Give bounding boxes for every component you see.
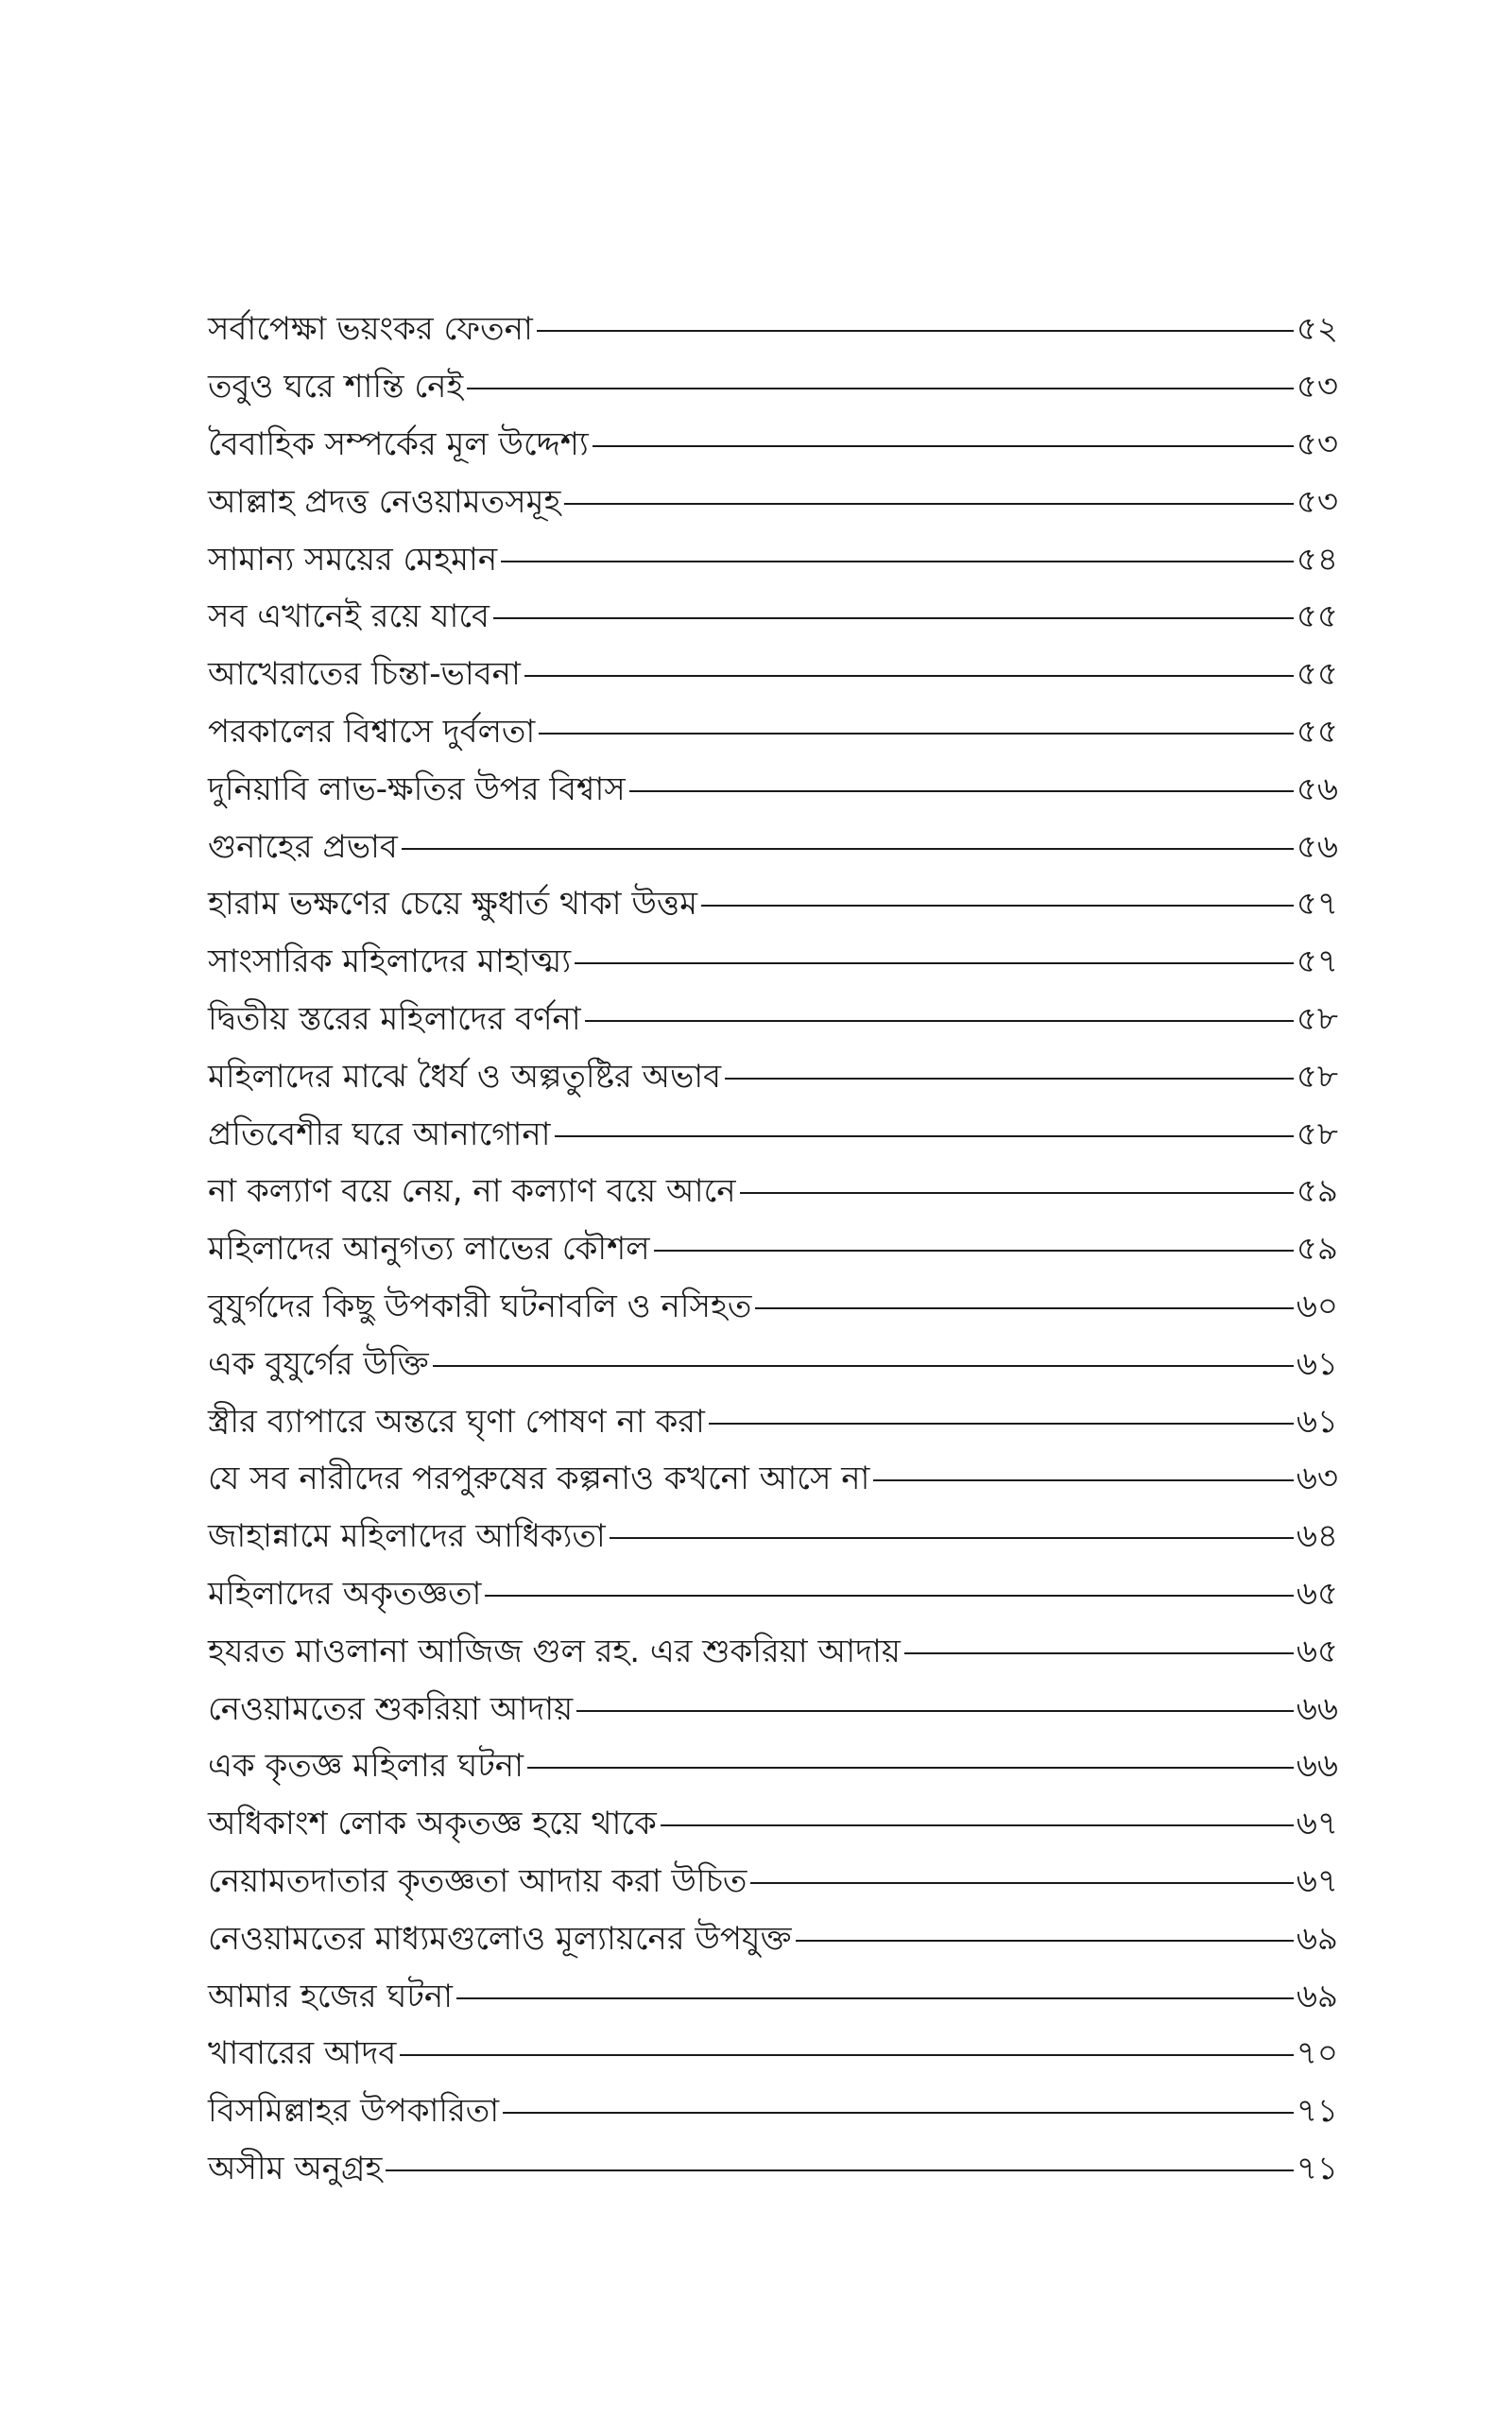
toc-leader-line bbox=[400, 2054, 1293, 2056]
toc-entry[interactable] bbox=[208, 1795, 1338, 1853]
toc-entry-page: ৬৫ bbox=[1296, 1574, 1338, 1613]
toc-entry-page: ৫৪ bbox=[1296, 540, 1338, 579]
toc-entry[interactable] bbox=[208, 991, 1338, 1048]
toc-entry[interactable] bbox=[208, 1220, 1338, 1278]
toc-leader-line bbox=[402, 848, 1294, 850]
toc-entry-title: এক বুযুর্গের উক্তি bbox=[208, 1344, 429, 1383]
toc-leader-line bbox=[904, 1652, 1294, 1654]
toc-leader-line bbox=[654, 1250, 1294, 1252]
table-of-contents bbox=[208, 301, 1338, 2197]
toc-entry[interactable] bbox=[208, 1392, 1338, 1450]
toc-entry-title: নেয়ামতদাতার কৃতজ্ঞতা আদায় করা উচিত bbox=[208, 1861, 747, 1900]
toc-entry[interactable] bbox=[208, 473, 1338, 530]
toc-entry-title: তবুও ঘরে শান্তি নেই bbox=[208, 368, 464, 406]
toc-entry[interactable] bbox=[208, 818, 1338, 875]
toc-entry-page: ৭১ bbox=[1296, 2149, 1338, 2187]
toc-entry-page: ৫৩ bbox=[1296, 368, 1338, 406]
toc-entry-title: নেওয়ামতের শুকরিয়া আদায় bbox=[208, 1689, 574, 1728]
toc-entry-title: স্ত্রীর ব্যাপারে অন্তরে ঘৃণা পোষণ না করা bbox=[208, 1402, 705, 1441]
toc-leader-line bbox=[537, 330, 1294, 332]
toc-entry-page: ৬৬ bbox=[1296, 1747, 1338, 1786]
toc-leader-line bbox=[386, 2169, 1293, 2171]
toc-entry-title: মহিলাদের অকৃতজ্ঞতা bbox=[208, 1574, 482, 1613]
toc-entry[interactable] bbox=[208, 1910, 1338, 1967]
toc-entry-title: দ্বিতীয় স্তরের মহিলাদের বর্ণনা bbox=[208, 999, 581, 1038]
toc-entry-title: বুযুর্গদের কিছু উপকারী ঘটনাবলি ও নসিহত bbox=[208, 1287, 752, 1325]
toc-entry-page: ৭০ bbox=[1296, 2034, 1338, 2073]
toc-entry-page: ৫৯ bbox=[1296, 1172, 1338, 1211]
toc-entry-page: ৬৩ bbox=[1296, 1460, 1338, 1498]
toc-entry-page: ৫৭ bbox=[1296, 942, 1338, 981]
toc-entry[interactable] bbox=[208, 358, 1338, 416]
toc-entry-title: নেওয়ামতের মাধ্যমগুলোও মূল্যায়নের উপযুক্ত bbox=[208, 1919, 792, 1958]
toc-entry-page: ৫৫ bbox=[1296, 597, 1338, 636]
toc-leader-line bbox=[493, 617, 1294, 619]
toc-entry-page: ৬৯ bbox=[1296, 1977, 1338, 2015]
toc-leader-line bbox=[755, 1307, 1293, 1309]
toc-entry[interactable] bbox=[208, 875, 1338, 933]
toc-entry-title: যে সব নারীদের পরপুরুষের কল্পনাও কখনো আসে না bbox=[208, 1460, 870, 1498]
toc-entry-title: আমার হজের ঘটনা bbox=[208, 1977, 454, 2015]
toc-entry-title: সব এখানেই রয়ে যাবে bbox=[208, 597, 490, 636]
toc-entry-page: ৫৯ bbox=[1296, 1230, 1338, 1269]
toc-entry[interactable] bbox=[208, 1047, 1338, 1105]
toc-entry-page: ৫৬ bbox=[1296, 827, 1338, 866]
toc-entry[interactable] bbox=[208, 1105, 1338, 1163]
toc-entry[interactable] bbox=[208, 1680, 1338, 1737]
toc-leader-line bbox=[433, 1365, 1294, 1367]
toc-entry-title: প্রতিবেশীর ঘরে আনাগোনা bbox=[208, 1115, 551, 1153]
toc-entry[interactable] bbox=[208, 301, 1338, 358]
toc-entry[interactable] bbox=[208, 1163, 1338, 1220]
toc-entry-page: ৬১ bbox=[1296, 1402, 1338, 1441]
toc-entry-title: বিসমিল্লাহর উপকারিতা bbox=[208, 2092, 500, 2131]
toc-entry-title: জাহান্নামে মহিলাদের আধিক্যতা bbox=[208, 1517, 606, 1556]
toc-entry[interactable] bbox=[208, 2140, 1338, 2198]
toc-entry[interactable] bbox=[208, 1737, 1338, 1795]
toc-entry-page: ৬৭ bbox=[1296, 1861, 1338, 1900]
toc-entry[interactable] bbox=[208, 1967, 1338, 2025]
toc-entry-title: এক কৃতজ্ঞ মহিলার ঘটনা bbox=[208, 1747, 524, 1786]
toc-leader-line bbox=[524, 675, 1294, 677]
toc-leader-line bbox=[576, 1710, 1294, 1712]
toc-entry-title: না কল্যাণ বয়ে নেয়, না কল্যাণ বয়ে আনে bbox=[208, 1172, 736, 1211]
toc-leader-line bbox=[555, 1135, 1294, 1137]
toc-entry-title: সর্বাপেক্ষা ভয়ংকর ফেতনা bbox=[208, 310, 533, 349]
toc-leader-line bbox=[796, 1940, 1294, 1942]
toc-entry-page: ৬৬ bbox=[1296, 1689, 1338, 1728]
toc-entry-title: অধিকাংশ লোক অকৃতজ্ঞ হয়ে থাকে bbox=[208, 1805, 657, 1843]
toc-leader-line bbox=[485, 1595, 1293, 1597]
toc-entry[interactable] bbox=[208, 416, 1338, 474]
toc-entry-title: পরকালের বিশ্বাসে দুর্বলতা bbox=[208, 712, 536, 751]
toc-entry-page: ৫৮ bbox=[1296, 999, 1338, 1038]
toc-entry[interactable] bbox=[208, 1278, 1338, 1336]
toc-entry-page: ৫৬ bbox=[1296, 769, 1338, 808]
toc-leader-line bbox=[661, 1824, 1294, 1826]
toc-entry-page: ৫২ bbox=[1296, 310, 1338, 349]
toc-leader-line bbox=[527, 1767, 1294, 1769]
toc-leader-line bbox=[725, 1078, 1294, 1080]
toc-entry-title: হারাম ভক্ষণের চেয়ে ক্ষুধার্ত থাকা উত্তম bbox=[208, 885, 698, 924]
toc-entry[interactable] bbox=[208, 2083, 1338, 2140]
toc-leader-line bbox=[503, 2112, 1294, 2114]
toc-leader-line bbox=[701, 905, 1294, 907]
toc-entry-page: ৬৪ bbox=[1296, 1517, 1338, 1556]
toc-entry-page: ৭১ bbox=[1296, 2092, 1338, 2131]
toc-entry[interactable] bbox=[208, 530, 1338, 588]
toc-leader-line bbox=[575, 962, 1294, 964]
toc-entry[interactable] bbox=[208, 933, 1338, 991]
toc-entry-title: গুনাহের প্রভাব bbox=[208, 827, 398, 866]
toc-leader-line bbox=[539, 733, 1294, 735]
toc-entry-page: ৫৭ bbox=[1296, 885, 1338, 924]
toc-leader-line bbox=[629, 790, 1294, 792]
toc-entry[interactable] bbox=[208, 1508, 1338, 1565]
toc-entry[interactable] bbox=[208, 588, 1338, 646]
toc-leader-line bbox=[873, 1479, 1293, 1481]
toc-leader-line bbox=[593, 445, 1294, 447]
toc-entry-page: ৬৭ bbox=[1296, 1805, 1338, 1843]
toc-entry-title: বৈবাহিক সম্পর্কের মূল উদ্দেশ্য bbox=[208, 424, 589, 463]
toc-entry[interactable] bbox=[208, 1853, 1338, 1910]
toc-entry[interactable] bbox=[208, 646, 1338, 703]
toc-entry-title: সাংসারিক মহিলাদের মাহাত্ম্য bbox=[208, 942, 572, 981]
toc-entry-page: ৬১ bbox=[1296, 1344, 1338, 1383]
toc-leader-line bbox=[467, 388, 1294, 389]
toc-entry-page: ৬৯ bbox=[1296, 1919, 1338, 1958]
toc-entry-page: ৫৮ bbox=[1296, 1115, 1338, 1153]
toc-entry-title: দুনিয়াবি লাভ-ক্ষতির উপর বিশ্বাস bbox=[208, 769, 626, 808]
toc-entry-title: মহিলাদের আনুগত্য লাভের কৌশল bbox=[208, 1230, 650, 1269]
toc-entry[interactable] bbox=[208, 2025, 1338, 2083]
toc-entry-title: খাবারের আদব bbox=[208, 2034, 397, 2073]
toc-entry[interactable] bbox=[208, 1450, 1338, 1508]
toc-entry[interactable] bbox=[208, 760, 1338, 818]
toc-entry-title: আখেরাতের চিন্তা-ভাবনা bbox=[208, 655, 521, 694]
toc-entry[interactable] bbox=[208, 1622, 1338, 1680]
toc-leader-line bbox=[456, 1997, 1294, 1999]
toc-entry-title: আল্লাহ প্রদত্ত নেওয়ামতসমূহ bbox=[208, 482, 561, 521]
toc-leader-line bbox=[610, 1537, 1294, 1539]
toc-entry-page: ৫৩ bbox=[1296, 424, 1338, 463]
toc-entry-title: মহিলাদের মাঝে ধৈর্য ও অল্পতুষ্টির অভাব bbox=[208, 1057, 722, 1096]
toc-entry-page: ৫৫ bbox=[1296, 655, 1338, 694]
toc-entry[interactable] bbox=[208, 1335, 1338, 1392]
toc-entry-page: ৫৮ bbox=[1296, 1057, 1338, 1096]
toc-entry-title: সামান্য সময়ের মেহমান bbox=[208, 540, 498, 579]
toc-entry[interactable] bbox=[208, 1565, 1338, 1623]
toc-leader-line bbox=[564, 503, 1293, 505]
toc-entry-title: হযরত মাওলানা আজিজ গুল রহ. এর শুকরিয়া আদায় bbox=[208, 1632, 901, 1670]
toc-entry-title: অসীম অনুগ্রহ bbox=[208, 2149, 383, 2187]
toc-entry[interactable] bbox=[208, 703, 1338, 761]
toc-entry-page: ৬০ bbox=[1296, 1287, 1338, 1325]
toc-entry-page: ৫৩ bbox=[1296, 482, 1338, 521]
toc-leader-line bbox=[740, 1192, 1294, 1194]
toc-leader-line bbox=[501, 561, 1294, 562]
toc-leader-line bbox=[750, 1882, 1293, 1884]
toc-entry-page: ৬৫ bbox=[1296, 1632, 1338, 1670]
toc-leader-line bbox=[585, 1020, 1294, 1022]
toc-leader-line bbox=[709, 1423, 1294, 1425]
toc-entry-page: ৫৫ bbox=[1296, 712, 1338, 751]
